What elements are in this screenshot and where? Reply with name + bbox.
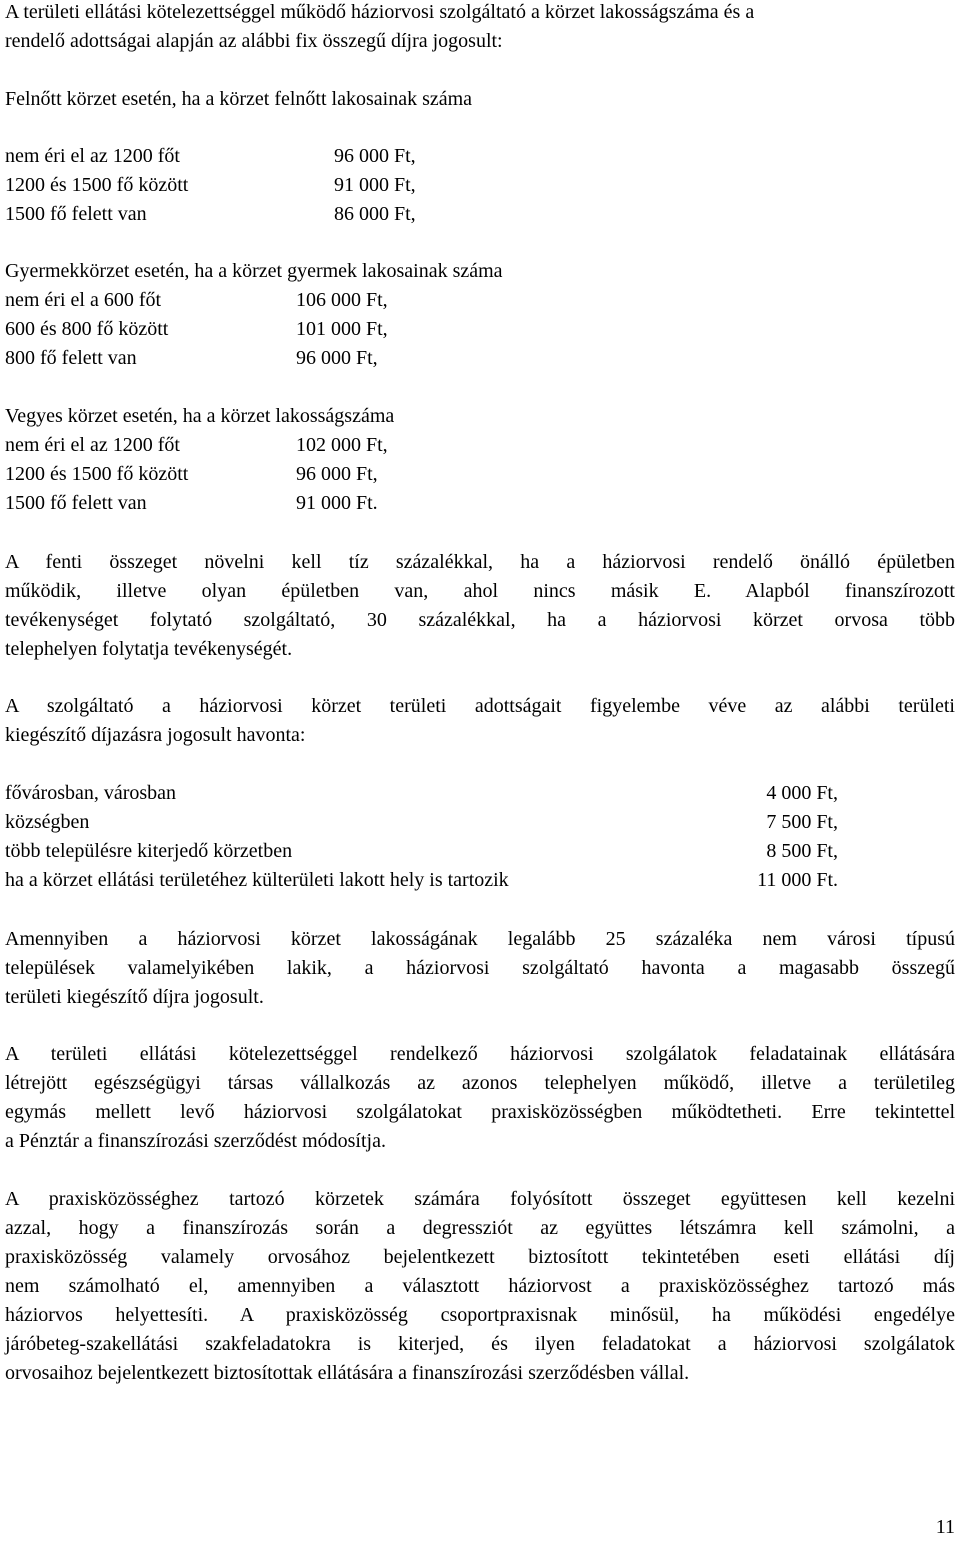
adult-heading: Felnőtt körzet esetén, ha a körzet felnőtt lakosainak száma bbox=[5, 88, 473, 110]
row-amount: 91 000 Ft, bbox=[334, 174, 416, 196]
row-amount: 106 000 Ft, bbox=[296, 289, 388, 311]
row-amount: 96 000 Ft, bbox=[296, 463, 378, 485]
paragraph-line: települések valamelyikében lakik, a háziorvosi szolgáltató havonta a magasabb összegű bbox=[5, 957, 955, 979]
adult-row bbox=[5, 142, 955, 171]
paragraph-practice-community bbox=[5, 1040, 955, 1156]
paragraph-group-practice bbox=[5, 1185, 955, 1388]
mixed-row bbox=[5, 489, 955, 518]
row-amount: 96 000 Ft, bbox=[334, 145, 416, 167]
paragraph-line: A területi ellátási kötelezettséggel rendelkező háziorvosi szolgálatok feladatainak ellátására bbox=[5, 1043, 955, 1065]
row-amount: 101 000 Ft, bbox=[296, 318, 388, 340]
supplement-row bbox=[5, 837, 838, 866]
paragraph-surcharge bbox=[5, 548, 955, 664]
child-row bbox=[5, 315, 955, 344]
paragraph-line: A fenti összeget növelni kell tíz százalékkal, ha a háziorvosi rendelő önálló épületben bbox=[5, 551, 955, 573]
paragraph-territorial bbox=[5, 692, 955, 750]
row-label: több településre kiterjedő körzetben bbox=[5, 840, 293, 862]
paragraph-line: működik, illetve olyan épületben van, ahol nincs másik E. Alapból finanszírozott bbox=[5, 580, 955, 602]
mixed-row bbox=[5, 460, 955, 489]
paragraph-line: háziorvos helyettesíti. A praxisközösség csoportpraxisnak minősül, ha működési engedélye bbox=[5, 1304, 955, 1326]
row-label: 1200 és 1500 fő között bbox=[5, 463, 189, 485]
row-label: községben bbox=[5, 811, 90, 833]
paragraph-line: egymás mellett levő háziorvosi szolgálatokat praxisközösségben működtetheti. Erre tekintettel bbox=[5, 1101, 955, 1123]
intro-line-1: A területi ellátási kötelezettséggel működő háziorvosi szolgáltató a körzet lakosságszáma és a bbox=[5, 1, 755, 23]
paragraph-line: A szolgáltató a háziorvosi körzet területi adottságait figyelembe véve az alábbi területi bbox=[5, 695, 955, 717]
row-label: 1500 fő felett van bbox=[5, 492, 147, 514]
paragraph-line: A praxisközösséghez tartozó körzetek számára folyósított összeget együttesen kell kezelni bbox=[5, 1188, 955, 1210]
row-label: 800 fő felett van bbox=[5, 347, 137, 369]
child-row bbox=[5, 286, 955, 315]
child-heading: Gyermekkörzet esetén, ha a körzet gyermek lakosainak száma bbox=[5, 260, 503, 282]
row-label: 1200 és 1500 fő között bbox=[5, 174, 189, 196]
paragraph-line: nem számolható el, amennyiben a választott háziorvost a praxisközösséghez tartozó más bbox=[5, 1275, 955, 1297]
paragraph-line: járóbeteg-szakellátási szakfeladatokra is kiterjed, és ilyen feladatokat a háziorvosi szolgálatok bbox=[5, 1333, 955, 1355]
row-label: nem éri el az 1200 főt bbox=[5, 434, 180, 456]
paragraph-line: azzal, hogy a finanszírozás során a degressziót az együttes létszámra kell számolni, a bbox=[5, 1217, 955, 1239]
supplement-row bbox=[5, 808, 838, 837]
row-amount: 4 000 Ft, bbox=[766, 782, 838, 804]
paragraph-line: praxisközösség valamely orvosához bejelentkezett biztosított tekintetében eseti ellátási díj bbox=[5, 1246, 955, 1268]
child-row bbox=[5, 344, 955, 373]
row-label: ha a körzet ellátási területéhez külterületi lakott hely is tartozik bbox=[5, 869, 509, 891]
row-amount: 7 500 Ft, bbox=[766, 811, 838, 833]
paragraph-non-urban bbox=[5, 925, 955, 1012]
paragraph-line: területi kiegészítő díjra jogosult. bbox=[5, 986, 264, 1008]
row-label: 1500 fő felett van bbox=[5, 203, 147, 225]
row-amount: 8 500 Ft, bbox=[766, 840, 838, 862]
paragraph-line: orvosaihoz bejelentkezett biztosítottak ellátására a finanszírozási szerződésben vállal. bbox=[5, 1362, 690, 1384]
mixed-heading: Vegyes körzet esetén, ha a körzet lakosságszáma bbox=[5, 405, 395, 427]
row-amount: 11 000 Ft. bbox=[757, 869, 838, 891]
paragraph-line: a Pénztár a finanszírozási szerződést módosítja. bbox=[5, 1130, 386, 1152]
row-amount: 102 000 Ft, bbox=[296, 434, 388, 456]
row-amount: 86 000 Ft, bbox=[334, 203, 416, 225]
adult-row bbox=[5, 200, 955, 229]
paragraph-line: kiegészítő díjazásra jogosult havonta: bbox=[5, 724, 306, 746]
intro-line-2: rendelő adottságai alapján az alábbi fix összegű díjra jogosult: bbox=[5, 30, 503, 52]
row-label: 600 és 800 fő között bbox=[5, 318, 169, 340]
adult-row bbox=[5, 171, 955, 200]
page-number: 11 bbox=[935, 1516, 955, 1538]
supplement-row bbox=[5, 779, 838, 808]
row-label: fővárosban, városban bbox=[5, 782, 177, 804]
mixed-row bbox=[5, 431, 955, 460]
supplement-row bbox=[5, 866, 838, 895]
paragraph-line: telephelyen folytatja tevékenységét. bbox=[5, 638, 293, 660]
paragraph-line: létrejött egészségügyi társas vállalkozás az azonos telephelyen működő, illetve a területileg bbox=[5, 1072, 955, 1094]
paragraph-line: tevékenységet folytató szolgáltató, 30 százalékkal, ha a háziorvosi körzet orvosa több bbox=[5, 609, 955, 631]
row-amount: 96 000 Ft, bbox=[296, 347, 378, 369]
row-label: nem éri el az 1200 főt bbox=[5, 145, 180, 167]
row-label: nem éri el a 600 főt bbox=[5, 289, 162, 311]
row-amount: 91 000 Ft. bbox=[296, 492, 378, 514]
paragraph-line: Amennyiben a háziorvosi körzet lakosságának legalább 25 százaléka nem városi típusú bbox=[5, 928, 955, 950]
